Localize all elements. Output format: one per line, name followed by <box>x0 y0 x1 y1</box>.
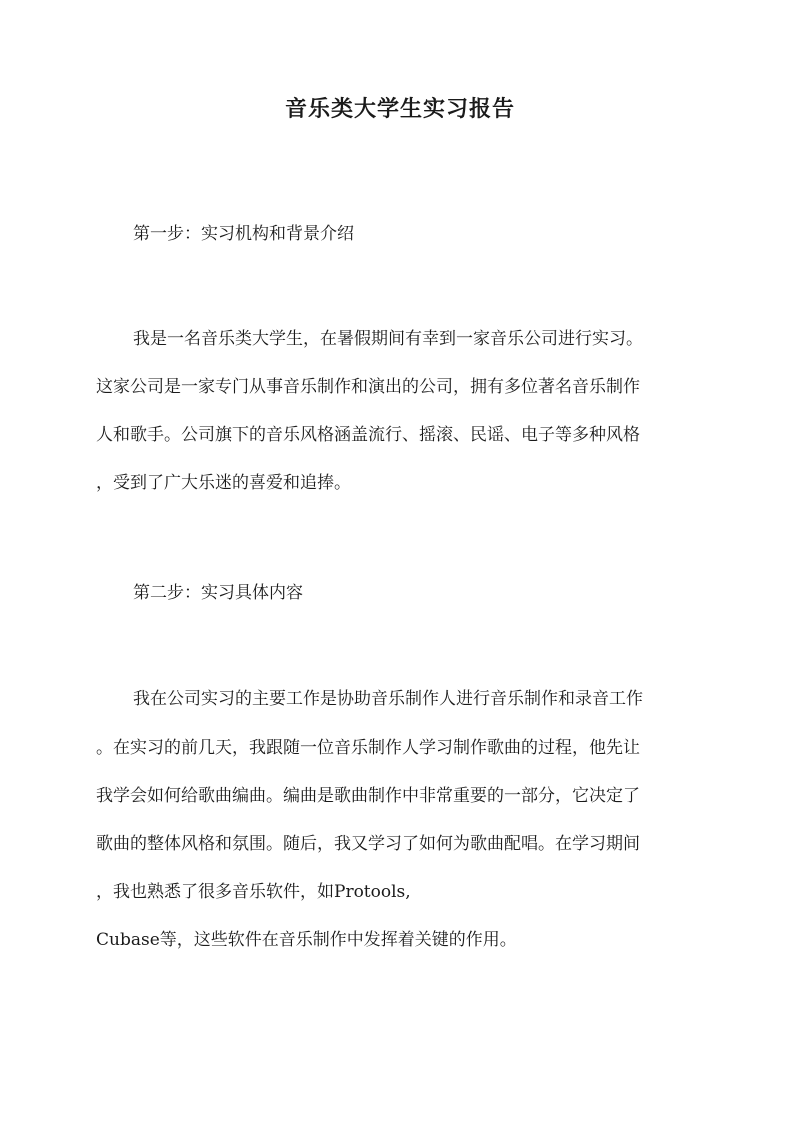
section-2-line-4: 歌曲的整体风格和氛围。随后，我又学习了如何为歌曲配唱。在学习期间 <box>96 834 640 854</box>
section-1-line-4: ，受到了广大乐迷的喜爱和追捧。 <box>96 473 351 493</box>
section-2-line-1: 我在公司实习的主要工作是协助音乐制作人进行音乐制作和录音工作 <box>133 689 643 709</box>
section-2-line-5: ，我也熟悉了很多音乐软件，如Protools, <box>96 882 411 902</box>
section-1-heading: 第一步：实习机构和背景介绍 <box>133 224 354 244</box>
page-title: 音乐类大学生实习报告 <box>284 96 515 122</box>
section-2-line-6: Cubase等，这些软件在音乐制作中发挥着关键的作用。 <box>96 930 517 950</box>
section-2-heading: 第二步：实习具体内容 <box>133 583 303 603</box>
section-1-line-1: 我是一名音乐类大学生，在暑假期间有幸到一家音乐公司进行实习。 <box>133 329 643 349</box>
section-2-line-2: 。在实习的前几天，我跟随一位音乐制作人学习制作歌曲的过程，他先让 <box>96 738 640 758</box>
section-2-line-3: 我学会如何给歌曲编曲。编曲是歌曲制作中非常重要的一部分，它决定了 <box>96 786 640 806</box>
section-1-line-3: 人和歌手。公司旗下的音乐风格涵盖流行、摇滚、民谣、电子等多种风格 <box>96 425 640 445</box>
section-1-line-2: 这家公司是一家专门从事音乐制作和演出的公司，拥有多位著名音乐制作 <box>96 377 640 397</box>
